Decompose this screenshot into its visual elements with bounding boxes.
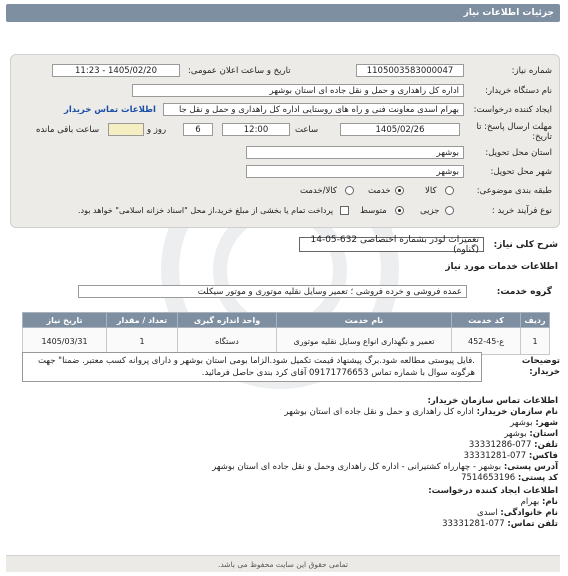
announce-label: تاریخ و ساعت اعلان عمومی: — [188, 66, 291, 76]
creator-lastname-label: نام خانوادگی: — [500, 508, 558, 518]
contact-postal: 7514653196 — [461, 473, 516, 483]
footer — [6, 555, 560, 572]
announce-datetime-field: 1405/02/20 - 11:23 — [52, 64, 180, 77]
province-label: استان محل تحویل: — [485, 148, 552, 158]
page-title: جزئیات اطلاعات نیاز — [463, 8, 554, 18]
remaining-label: ساعت باقی مانده — [36, 125, 100, 135]
contact-address-label: آدرس پستی: — [503, 462, 558, 472]
creator-lastname: اسدی — [477, 508, 498, 518]
cell-code: ع-45-452 — [452, 328, 521, 355]
category-option-service: خدمت — [368, 186, 391, 196]
contact-org-line — [284, 407, 558, 417]
deadline-hour-field: 12:00 — [222, 123, 290, 136]
buyer-notes-field: .فایل پیوستی مطالعه شود.برگ پیشنهاد قیمت تکمیل شود.الزاما بومی استان بوشهر و دارای پروانه کسب معتبر. ضمنا" جهت هرگونه سوال با شماره تماس 09171776653 آقای کرد بندی حاصل فرمائید. — [22, 352, 482, 382]
table-header-row — [23, 313, 550, 328]
contact-postal-line — [461, 473, 558, 483]
contact-fax-line — [464, 451, 558, 461]
city-field: بوشهر — [246, 165, 464, 178]
service-group-label: گروه خدمت: — [496, 287, 552, 297]
cell-qty: 1 — [107, 328, 178, 355]
contact-postal-label: کد پستی: — [517, 473, 558, 483]
treasury-checkbox[interactable] — [340, 206, 349, 215]
contact-phone: 077-33331286 — [468, 440, 532, 450]
remaining-hours-field — [108, 123, 144, 136]
col-unit: واحد اندازه گیری — [178, 313, 277, 328]
contact-title: اطلاعات تماس سازمان خریدار: — [427, 396, 558, 406]
category-label: طبقه بندی موضوعی: — [476, 186, 552, 196]
contact-province-label: استان: — [529, 429, 558, 439]
contact-phone-label: تلفن: — [534, 440, 558, 450]
description-label: شرح کلی نیاز: — [493, 240, 558, 250]
category-radio-goods[interactable] — [445, 186, 454, 195]
service-group-field: عمده فروشی و خرده فروشی ؛ تعمیر وسایل نقلیه موتوری و موتور سیکلت — [78, 285, 467, 298]
page-header — [6, 4, 560, 22]
col-name: نام خدمت — [277, 313, 452, 328]
province-field: بوشهر — [246, 146, 464, 159]
buyer-org-label: نام دستگاه خریدار: — [485, 86, 552, 96]
contact-province: بوشهر — [504, 429, 527, 439]
cell-date: 1405/03/31 — [23, 328, 107, 355]
contact-city: بوشهر — [510, 418, 533, 428]
days-field: 6 — [183, 123, 213, 136]
footer-text: تمامی حقوق این سایت محفوظ می باشد. — [217, 559, 349, 569]
contact-phone-line — [469, 440, 558, 450]
creator-phone: 077-33331281 — [442, 519, 505, 529]
deadline-date-field: 1405/02/26 — [340, 123, 460, 136]
table-row — [23, 328, 550, 355]
contact-org-label: نام سازمان خریدار: — [476, 407, 558, 417]
contact-fax: 077-33331281 — [463, 451, 527, 461]
cell-name: تعمیر و نگهداری انواع وسایل نقلیه موتوری — [277, 328, 452, 355]
buyer-contact-link[interactable]: اطلاعات تماس خریدار — [64, 105, 156, 115]
process-option-medium: متوسط — [360, 206, 387, 216]
buyer-org-field: اداره کل راهداری و حمل و نقل جاده ای استان بوشهر — [132, 84, 464, 97]
cell-row: 1 — [521, 328, 550, 355]
col-code: کد خدمت — [452, 313, 521, 328]
process-radio-minor[interactable] — [445, 206, 454, 215]
contact-province-line — [504, 429, 558, 439]
process-label: نوع فرآیند خرید : — [491, 206, 552, 216]
city-label: شهر محل تحویل: — [490, 167, 552, 177]
services-table — [22, 312, 550, 355]
days-label: روز و — [147, 125, 167, 135]
process-radio-medium[interactable] — [395, 206, 404, 215]
creator-firstname: بهرام — [520, 497, 540, 507]
col-date: تاریخ نیاز — [23, 313, 107, 328]
deadline-label: مهلت ارسال پاسخ: تا تاریخ: — [476, 122, 552, 142]
need-number-label: شماره نیاز: — [511, 66, 552, 76]
hour-label: ساعت — [295, 125, 319, 135]
creator-phone-label: تلفن تماس: — [507, 519, 558, 529]
requester-label: ایجاد کننده درخواست: — [473, 105, 552, 115]
contact-city-line — [510, 418, 558, 428]
cell-unit: دستگاه — [178, 328, 277, 355]
creator-lastname-line — [477, 508, 558, 518]
category-radio-service[interactable] — [395, 186, 404, 195]
creator-firstname-line — [521, 497, 558, 507]
col-row: ردیف — [521, 313, 550, 328]
buyer-notes-label: توضیحات خریدار: — [521, 356, 560, 377]
category-radio-goods-service[interactable] — [345, 186, 354, 195]
requester-field: بهرام اسدی معاونت فنی و راه های روستایی اداره کل راهداری و حمل و نقل جا — [163, 103, 464, 116]
col-qty: تعداد / مقدار — [107, 313, 178, 328]
payment-note: پرداخت تمام یا بخشی از مبلغ خرید،از محل "اسناد خزانه اسلامی" خواهد بود. — [78, 206, 334, 215]
contact-address-line — [212, 462, 558, 472]
contact-address: بوشهر - چهارراه کشتیرانی - اداره کل راهداری وحمل و نقل جاده ای استان بوشهر — [212, 462, 502, 472]
services-section-title: اطلاعات خدمات مورد نیاز — [445, 262, 558, 272]
contact-city-label: شهر: — [535, 418, 558, 428]
creator-title: اطلاعات ایجاد کننده درخواست: — [428, 486, 558, 496]
category-option-goods-service: کالا/خدمت — [300, 186, 337, 196]
creator-phone-line — [442, 519, 558, 529]
process-option-minor: جزیی — [420, 206, 440, 216]
contact-org: اداره کل راهداری و حمل و نقل جاده ای استان بوشهر — [284, 407, 474, 417]
description-field: تعمیرات لودر بشماره اختصاصی 632-05-14 (گناوه) — [299, 237, 484, 252]
category-option-goods: کالا — [425, 186, 437, 196]
need-number-field: 1105003583000047 — [356, 64, 464, 77]
contact-fax-label: فاکس: — [528, 451, 558, 461]
creator-firstname-label: نام: — [541, 497, 558, 507]
